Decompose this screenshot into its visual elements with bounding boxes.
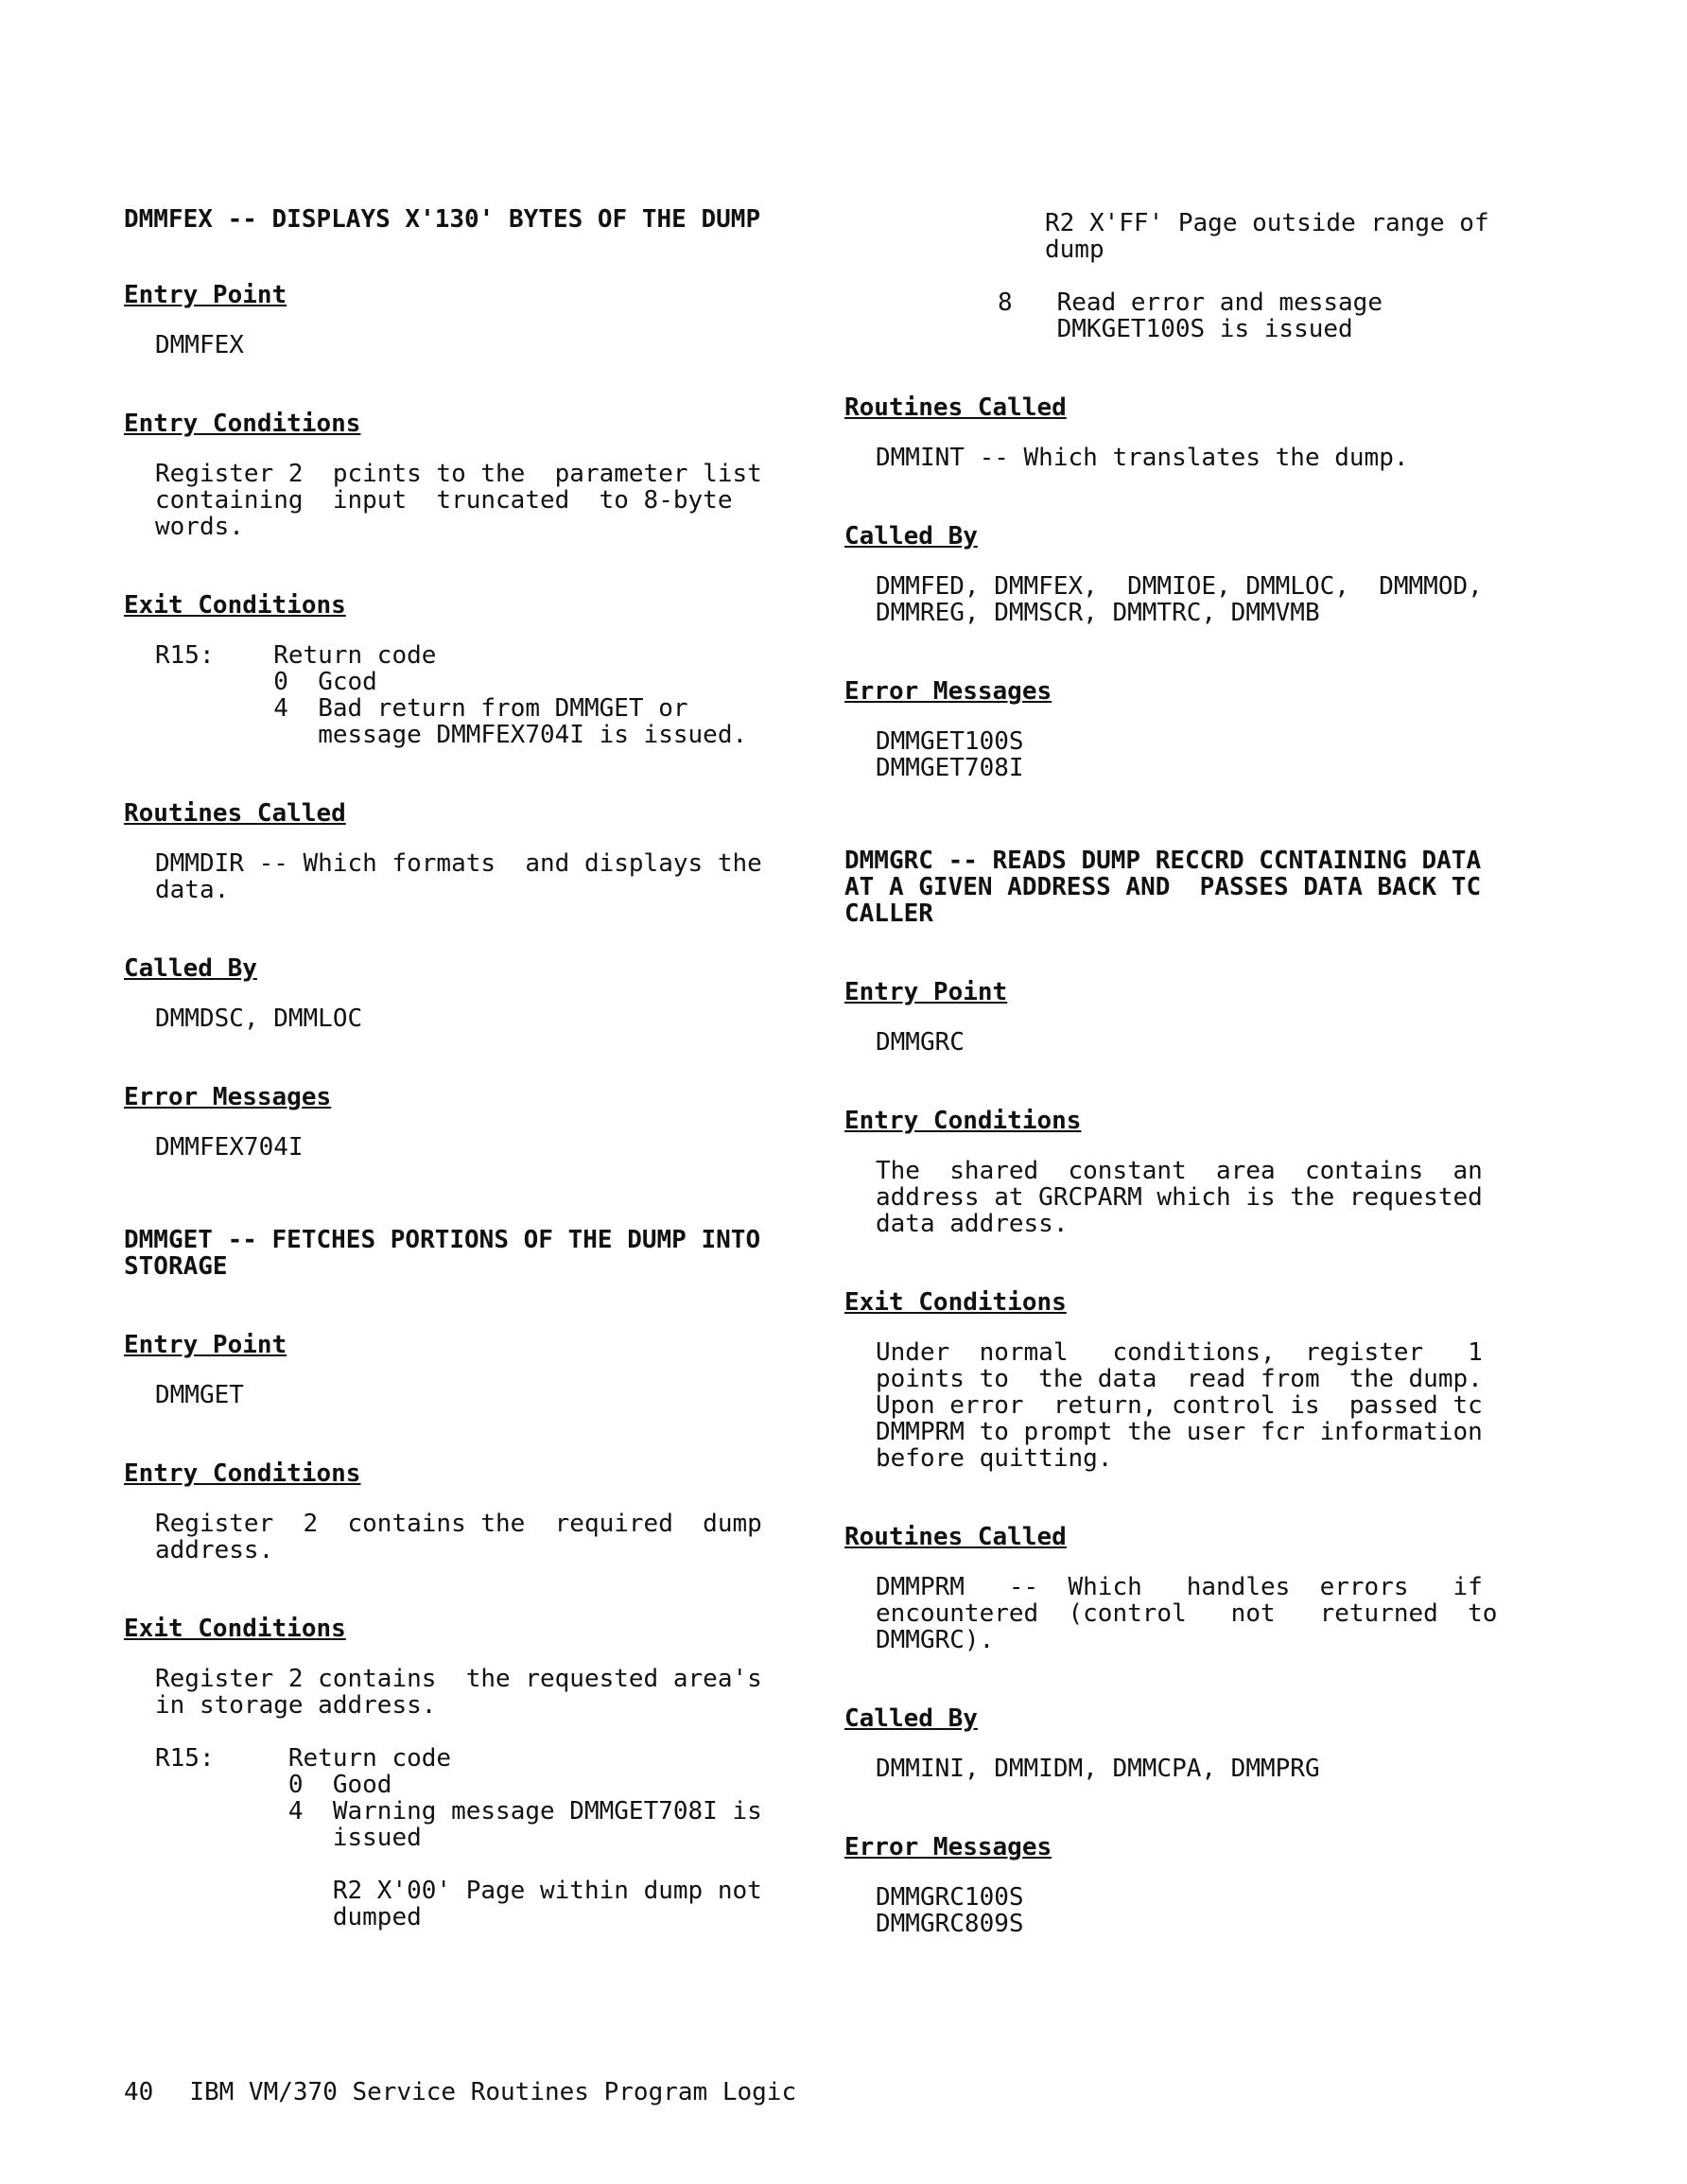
heading-exit-conditions: Exit Conditions — [124, 1615, 346, 1643]
heading-routines-called: Routines Called — [844, 393, 1067, 422]
called-by-text: DMMFED, DMMFEX, DMMIOE, DMMLOC, DMMMOD, DMMREG, DMMSCR, DMMTRC, DMMVMB — [876, 572, 1483, 627]
heading-exit-conditions: Exit Conditions — [124, 591, 346, 620]
heading-entry-point: Entry Point — [844, 978, 1008, 1006]
error-messages-text: DMMFEX704I — [155, 1133, 304, 1162]
right-column — [844, 210, 1525, 1937]
heading-entry-conditions: Entry Conditions — [844, 1107, 1082, 1135]
document-title: IBM VM/370 Service Routines Program Logic — [189, 2078, 797, 2106]
entry-point-text: DMMGET — [155, 1381, 244, 1409]
heading-called-by: Called By — [844, 1704, 978, 1733]
heading-error-messages: Error Messages — [124, 1083, 332, 1111]
heading-error-messages: Error Messages — [844, 1833, 1052, 1861]
heading-routines-called: Routines Called — [844, 1523, 1067, 1551]
called-by-text: DMMDSC, DMMLOC — [155, 1005, 363, 1033]
section-title-dmmgrc: DMMGRC -- READS DUMP RECCRD CCNTAINING DATA AT A GIVEN ADDRESS AND PASSES DATA BACK TC CALLER — [844, 847, 1482, 928]
continued-return-code: 8 Read error and message DMKGET100S is issued — [998, 288, 1383, 343]
heading-called-by: Called By — [844, 522, 978, 550]
heading-entry-conditions: Entry Conditions — [124, 1459, 361, 1488]
heading-entry-point: Entry Point — [124, 1331, 287, 1359]
section-title-dmmfex: DMMFEX -- DISPLAYS X'130' BYTES OF THE DUMP — [124, 205, 761, 234]
called-by-text: DMMINI, DMMIDM, DMMCPA, DMMPRG — [876, 1755, 1320, 1783]
page-footer — [124, 2079, 832, 2105]
entry-point-text: DMMFEX — [155, 331, 244, 359]
return-code-list: R15: Return code 0 Good 4 Warning message DMMGET708I is issued R2 X'00' Page within dump not dumped — [155, 1744, 762, 1931]
section-title-dmmget: DMMGET -- FETCHES PORTIONS OF THE DUMP INTO STORAGE — [124, 1226, 761, 1281]
page-number: 40 — [124, 2078, 154, 2106]
heading-called-by: Called By — [124, 954, 257, 983]
error-messages-text: DMMGRC100S DMMGRC809S — [876, 1883, 1024, 1938]
entry-conditions-text: The shared constant area contains an address at GRCPARM which is the requested data address. — [876, 1157, 1483, 1238]
routines-called-text: DMMINT -- Which translates the dump. — [876, 444, 1409, 472]
exit-conditions-text: Under normal conditions, register 1 points to the data read from the dump. Upon error return, control is passed tc DMMPRM to prompt the user fcr information before quitting. — [876, 1338, 1483, 1473]
entry-conditions-text: Register 2 contains the required dump address. — [155, 1510, 762, 1564]
error-messages-text: DMMGET100S DMMGET708I — [876, 727, 1024, 782]
routines-called-text: DMMPRM -- Which handles errors if encountered (control not returned to DMMGRC). — [876, 1573, 1498, 1654]
heading-entry-point: Entry Point — [124, 281, 287, 309]
heading-error-messages: Error Messages — [844, 677, 1052, 706]
heading-exit-conditions: Exit Conditions — [844, 1288, 1067, 1317]
left-column — [124, 206, 805, 1931]
exit-conditions-text: R15: Return code 0 Gcod 4 Bad return from DMMGET or message DMMFEX704I is issued. — [155, 641, 748, 749]
heading-routines-called: Routines Called — [124, 799, 346, 828]
exit-conditions-text: Register 2 contains the requested area's in storage address. — [155, 1665, 762, 1720]
entry-conditions-text: Register 2 pcints to the parameter list containing input truncated to 8-byte words. — [155, 460, 762, 541]
routines-called-text: DMMDIR -- Which formats and displays the data. — [155, 849, 762, 904]
heading-entry-conditions: Entry Conditions — [124, 410, 361, 438]
continued-return-code: R2 X'FF' Page outside range of dump — [1045, 209, 1489, 264]
entry-point-text: DMMGRC — [876, 1028, 965, 1057]
